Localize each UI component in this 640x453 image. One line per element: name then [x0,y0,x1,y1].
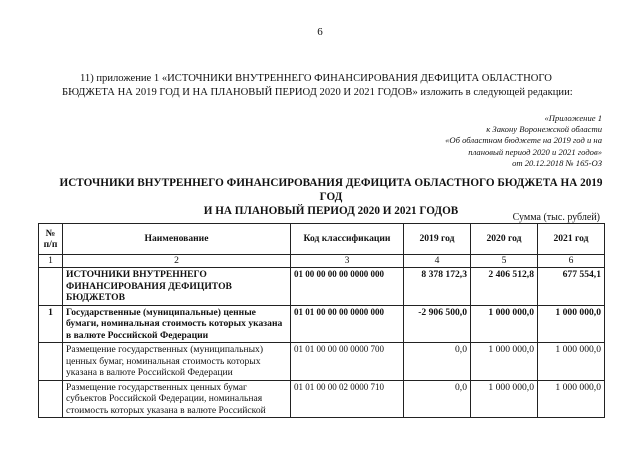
row-2020: 1 000 000,0 [471,343,538,381]
header-2020: 2020 год [471,224,538,255]
header-num: № п/п [39,224,63,255]
column-number: 5 [471,255,538,268]
column-number: 6 [538,255,605,268]
row-num [39,268,63,306]
header-name: Наименование [63,224,291,255]
header-2019: 2019 год [404,224,471,255]
row-name: Размещение государственных (муниципальных) ценных бумаг, номинальная стоимость которых указана в валюте Российской Федерации [63,343,291,381]
table-row [39,343,605,381]
row-2019: 0,0 [404,343,471,381]
row-2019: 8 378 172,3 [404,268,471,306]
column-number: 3 [291,255,404,268]
table-row [39,268,605,306]
document-title-line: ИСТОЧНИКИ ВНУТРЕННЕГО ФИНАНСИРОВАНИЯ ДЕФИЦИТА ОБЛАСТНОГО БЮДЖЕТА НА 2019 ГОД [59,177,603,203]
row-2021: 1 000 000,0 [538,380,605,418]
column-number: 2 [63,255,291,268]
column-number: 1 [39,255,63,268]
document-title-line: И НА ПЛАНОВЫЙ ПЕРИОД 2020 И 2021 ГОДОВ [203,205,459,217]
table-row [39,380,605,418]
appendix-note-line: «Приложение 1 [544,113,602,123]
row-code: 01 01 00 00 00 0000 000 [291,305,404,343]
row-2019: 0,0 [404,380,471,418]
table-row [39,305,605,343]
units-label: Сумма (тыс. рублей) [512,212,600,223]
row-2020: 2 406 512,8 [471,268,538,306]
budget-sources-table [38,223,605,418]
row-code: 01 00 00 00 00 0000 000 [291,268,404,306]
row-2021: 677 554,1 [538,268,605,306]
row-num: 1 [39,305,63,343]
row-code: 01 01 00 00 02 0000 710 [291,380,404,418]
row-num [39,343,63,381]
appendix-note-line: «Об областном бюджете на 2019 год и на [445,135,602,146]
column-number-row [39,255,605,268]
row-name: Государственные (муниципальные) ценные бумаги, номинальная стоимость которых указана в валюте Российской Федерации [63,305,291,343]
row-2020: 1 000 000,0 [471,380,538,418]
row-code: 01 01 00 00 00 0000 700 [291,343,404,381]
appendix-note-line: от 20.12.2018 № 165-ОЗ [512,157,602,168]
table-header-row [39,224,605,255]
header-2021: 2021 год [538,224,605,255]
row-2021: 1 000 000,0 [538,343,605,381]
appendix-note [382,113,602,169]
row-name: ИСТОЧНИКИ ВНУТРЕННЕГО ФИНАНСИРОВАНИЯ ДЕФИЦИТОВ БЮДЖЕТОВ [63,268,291,306]
row-2020: 1 000 000,0 [471,305,538,343]
row-2021: 1 000 000,0 [538,305,605,343]
appendix-note-line: к Закону Воронежской области [486,124,602,135]
page-number: 6 [317,26,323,38]
intro-paragraph: 11) приложение 1 «ИСТОЧНИКИ ВНУТРЕННЕГО ФИНАНСИРОВАНИЯ ДЕФИЦИТА ОБЛАСТНОГО БЮДЖЕТА НА 2019 ГОД И НА ПЛАНОВЫЙ ПЕРИОД 2020 И 2021 ГОДОВ» изложить в следующей редакции: [62,73,573,98]
row-num [39,380,63,418]
column-number: 4 [404,255,471,268]
header-code: Код классификации [291,224,404,255]
row-2019: -2 906 500,0 [404,305,471,343]
appendix-note-line: плановый период 2020 и 2021 годов» [468,146,602,157]
row-name: Размещение государственных ценных бумаг субъектов Российской Федерации, номинальная стоимость которых указана в валюте Российской [63,380,291,418]
